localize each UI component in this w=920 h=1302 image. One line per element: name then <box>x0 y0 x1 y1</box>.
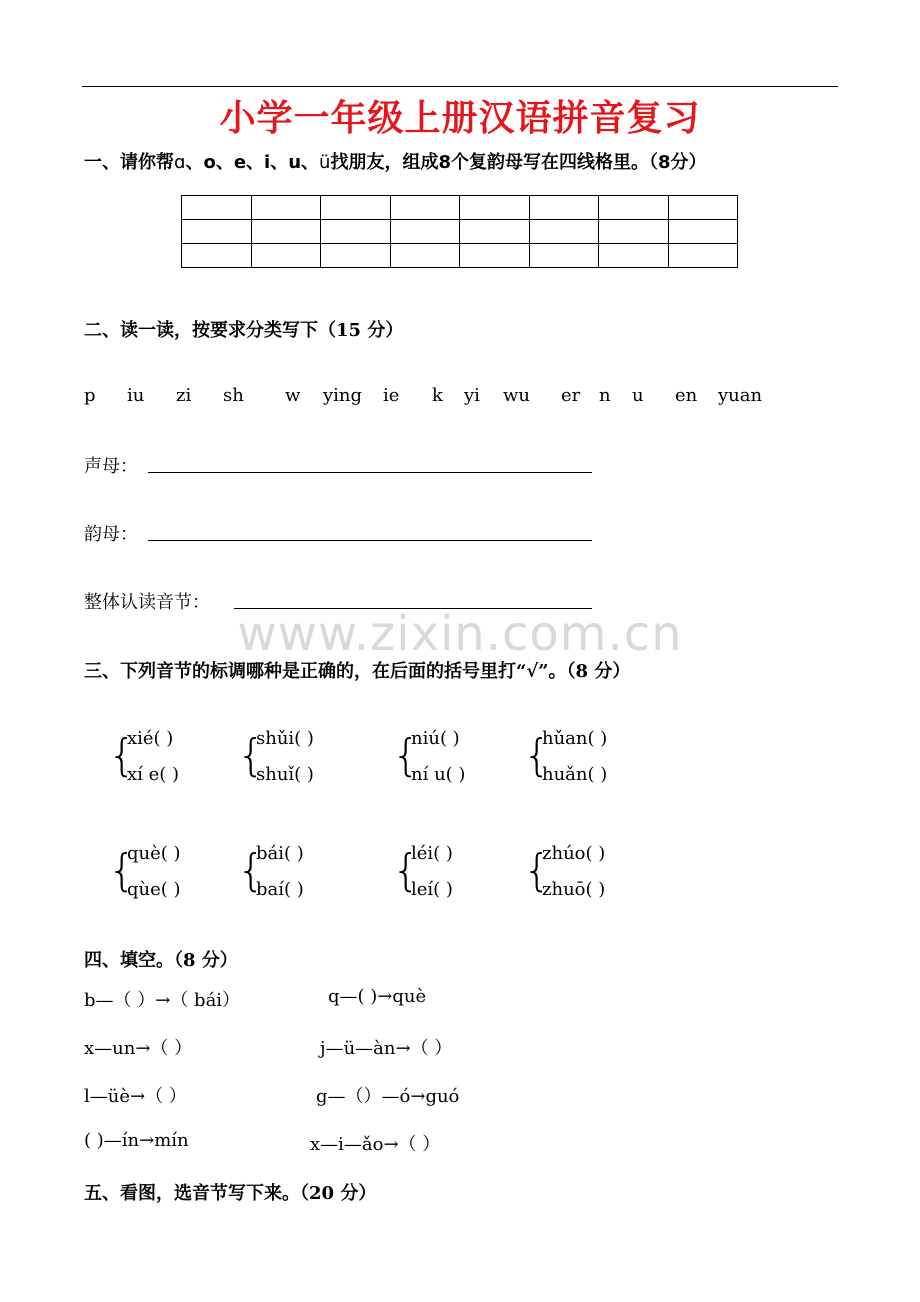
tone-option[interactable]: xí e( ) <box>127 764 180 785</box>
grid-cell[interactable] <box>599 220 669 244</box>
grid-cell[interactable] <box>321 196 391 220</box>
tone-option[interactable]: zhuō( ) <box>542 879 606 900</box>
top-rule <box>82 86 838 87</box>
fill-item[interactable]: ( )—ín→mín <box>84 1130 189 1151</box>
fill-item[interactable]: l—üè→（ ） <box>84 1086 187 1107</box>
fill-item[interactable]: b—（ ）→（ bái） <box>84 990 241 1011</box>
tone-option[interactable]: bái( ) <box>256 843 304 864</box>
grid-cell[interactable] <box>668 244 738 268</box>
s1-score-unit: 分） <box>670 152 707 173</box>
grid-cell[interactable] <box>251 196 321 220</box>
s1-prefix: 一、请你帮 <box>84 152 174 173</box>
grid-cell[interactable] <box>529 220 599 244</box>
letter-o: o <box>203 152 216 173</box>
fill-item[interactable]: q—( )→què <box>328 986 427 1007</box>
syllable: sh <box>223 385 244 406</box>
separator: 、 <box>215 152 234 173</box>
syllable: yuan <box>718 385 763 406</box>
section-2-heading: 二、读一读，按要求分类写下（15 分） <box>84 320 404 341</box>
grid-cell[interactable] <box>321 220 391 244</box>
fill-item[interactable]: j—ü—àn→（ ） <box>320 1038 453 1059</box>
brace-icon: { <box>108 845 136 896</box>
syllable: ie <box>383 385 400 406</box>
fill-item[interactable]: x—un→（ ） <box>84 1038 193 1059</box>
label-initials: 声母： <box>84 456 138 477</box>
grid-cell[interactable] <box>251 244 321 268</box>
letter-a: ɑ <box>174 152 186 173</box>
grid-cell[interactable] <box>668 220 738 244</box>
grid-cell[interactable] <box>390 196 460 220</box>
grid-cell[interactable] <box>460 220 530 244</box>
tone-option[interactable]: shǔi( ) <box>256 728 314 749</box>
grid-cell[interactable] <box>321 244 391 268</box>
syllable: wu <box>503 385 530 406</box>
label-whole-syllables: 整体认读音节： <box>84 592 210 613</box>
brace-icon: { <box>237 730 265 781</box>
letter-e: e <box>233 152 247 173</box>
initials-answer-line[interactable] <box>148 472 592 473</box>
section-4-heading: 四、填空。（8 分） <box>84 950 238 971</box>
syllable: en <box>675 385 698 406</box>
syllable: n <box>599 385 611 406</box>
tone-option[interactable]: zhúo( ) <box>542 843 606 864</box>
tone-option[interactable]: qùe( ) <box>127 879 181 900</box>
grid-cell[interactable] <box>599 244 669 268</box>
grid-cell[interactable] <box>251 220 321 244</box>
syllable: er <box>561 385 581 406</box>
tone-option[interactable]: baí( ) <box>256 879 304 900</box>
brace-icon: { <box>392 845 420 896</box>
separator: 、 <box>246 152 265 173</box>
tone-option[interactable]: ní u( ) <box>411 764 466 785</box>
syllable: iu <box>127 385 145 406</box>
s1-score: 8 <box>657 152 671 173</box>
fill-item[interactable]: x—i—ǎo→（ ） <box>310 1134 441 1155</box>
tone-option[interactable]: xié( ) <box>127 728 174 749</box>
letter-v: ü <box>319 152 331 173</box>
watermark: www.zixin.com.cn <box>237 606 683 662</box>
tone-option[interactable]: leí( ) <box>411 879 453 900</box>
brace-icon: { <box>108 730 136 781</box>
grid-cell[interactable] <box>182 244 252 268</box>
grid-cell[interactable] <box>460 244 530 268</box>
grid-cell[interactable] <box>390 244 460 268</box>
grid-cell[interactable] <box>599 196 669 220</box>
grid-cell[interactable] <box>182 196 252 220</box>
tone-option[interactable]: què( ) <box>127 843 181 864</box>
grid-cell[interactable] <box>529 196 599 220</box>
fill-item[interactable]: g—（）—ó→guó <box>316 1086 460 1107</box>
grid-cell[interactable] <box>390 220 460 244</box>
syllable: yi <box>464 385 480 406</box>
grid-cell[interactable] <box>460 196 530 220</box>
letter-u: u <box>288 152 302 173</box>
separator: 、 <box>270 152 289 173</box>
brace-icon: { <box>523 845 551 896</box>
label-finals: 韵母： <box>84 524 138 545</box>
syllable: p <box>84 385 96 406</box>
page-title: 小学一年级上册汉语拼音复习 <box>219 97 701 139</box>
syllable: k <box>432 385 443 406</box>
brace-icon: { <box>237 845 265 896</box>
section-1-heading <box>84 148 707 174</box>
syllable: zi <box>176 385 192 406</box>
s1-count: 8 <box>438 152 451 173</box>
finals-answer-line[interactable] <box>148 540 592 541</box>
s1-tail: 个复韵母写在四线格里。（ <box>450 152 658 173</box>
letter-i: i <box>264 152 271 173</box>
section-5-heading: 五、看图，选音节写下来。（20 分） <box>84 1183 377 1204</box>
tone-option[interactable]: huǎn( ) <box>542 764 608 785</box>
grid-cell[interactable] <box>529 244 599 268</box>
tone-option[interactable]: shuǐ( ) <box>256 764 314 785</box>
syllable: ying <box>323 385 363 406</box>
grid-cell[interactable] <box>182 220 252 244</box>
tone-option[interactable]: léi( ) <box>411 843 453 864</box>
tone-option[interactable]: hǔan( ) <box>542 728 608 749</box>
syllable: u <box>632 385 644 406</box>
brace-icon: { <box>523 730 551 781</box>
four-line-grid[interactable] <box>181 195 738 268</box>
s1-suffix: 找朋友，组成 <box>330 152 439 173</box>
brace-icon: { <box>392 730 420 781</box>
syllable: w <box>285 385 301 406</box>
grid-cell[interactable] <box>668 196 738 220</box>
tone-option[interactable]: niú( ) <box>411 728 460 749</box>
separator: 、 <box>301 152 320 173</box>
section-3-heading: 三、下列音节的标调哪种是正确的，在后面的括号里打“√”。（8 分） <box>84 661 631 682</box>
separator: 、 <box>185 152 204 173</box>
